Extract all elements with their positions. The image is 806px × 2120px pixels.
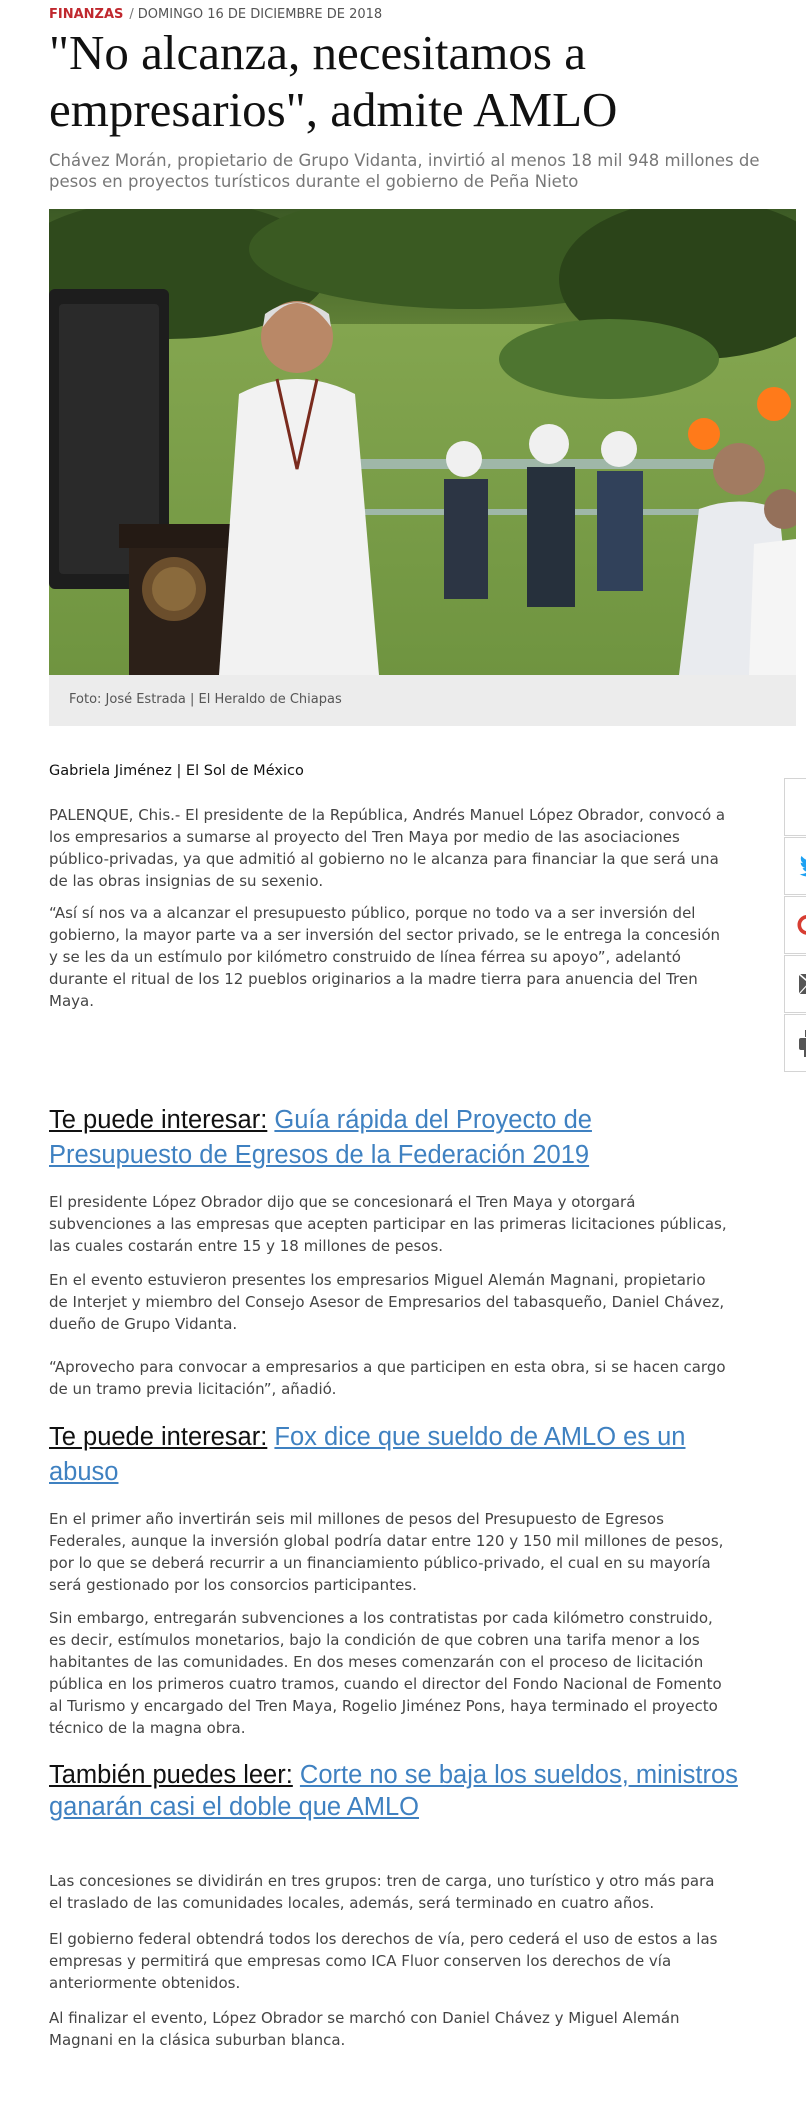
related-article-1 [49,1103,739,1173]
photo-caption-bar [49,675,796,726]
publish-date: DOMINGO 16 DE DICIEMBRE DE 2018 [137,7,383,22]
related-article-3 [49,1759,739,1823]
share-twitter-button[interactable] [784,837,806,895]
paragraph-8: Las concesiones se dividirán en tres grupos: tren de carga, uno turístico y otro más para el traslado de las comunidades locales, además, será terminado en cuatro años. [49,1872,715,1912]
facebook-icon [802,794,806,820]
print-icon [798,1029,806,1057]
paragraph-1: PALENQUE, Chis.- El presidente de la República, Andrés Manuel López Obrador, convocó a los empresarios a sumarse al proyecto del Tren Maya por medio de las asociaciones público-privadas, ya que admitió al gobierno no le alcanza para financiar la que será una de las obras insignias de su sexenio. [49,806,726,890]
headline: "No alcanza, necesitamos a empresarios", admite AMLO [49,25,618,137]
subtitle: Chávez Morán, propietario de Grupo Vidanta, invirtió al menos 18 mil 948 millones de pesos en proyectos turísticos durante el gobierno de Peña Nieto [49,151,760,191]
related-link-2[interactable]: Fox dice que sueldo de AMLO es un abuso [49,1423,686,1486]
byline: Gabriela Jiménez | El Sol de México [49,763,304,779]
related-label: Te puede interesar: [49,1106,268,1134]
related-link-3[interactable]: Corte no se baja los sueldos, ministros ganarán casi el doble que AMLO [49,1761,738,1821]
share-facebook-button[interactable] [784,778,806,836]
related-label: Te puede interesar: [49,1423,268,1451]
article-meta [49,7,382,22]
related-link-1[interactable]: Guía rápida del Proyecto de Presupuesto de Egresos de la Federación 2019 [49,1106,592,1169]
paragraph-2: “Así sí nos va a alcanzar el presupuesto público, porque no todo va a ser inversión del gobierno, la mayor parte va a ser inversión del sector privado, se le entrega la concesión y se les da un estímulo por kilómetro construido de línea férrea su apoyo”, adelantó durante el ritual de los 12 pueblos originarios a la madre tierra para anuencia del Tren Maya. [49,904,721,1010]
related-label: También puedes leer: [49,1761,293,1789]
email-icon [798,973,806,995]
article-photo [49,209,796,675]
paragraph-6: En el primer año invertirán seis mil millones de pesos del Presupuesto de Egresos Federales, aunque la inversión global podría datar entre 120 y 150 mil millones de pesos, por lo que se deberá recurrir a un financiamiento público-privado, el cual en su mayoría será gestionado por los consorcios participantes. [49,1510,724,1594]
paragraph-7: Sin embargo, entregarán subvenciones a los contratistas por cada kilómetro construido, es decir, estímulos monetarios, bajo la condición de que cobren una tarifa menor a los habitantes de las comunidades. En dos meses comenzarán con el proceso de licitación pública en los primeros cuatro tramos, cuando el director del Fondo Nacional de Fomento al Turismo y encargado del Tren Maya, Rogelio Jiménez Pons, haya terminado el proyecto técnico de la magna obra. [49,1609,722,1737]
paragraph-5: “Aprovecho para convocar a empresarios a que participen en esta obra, si se hacen cargo de un tramo previa licitación”, añadió. [49,1358,726,1398]
paragraph-4: En el evento estuvieron presentes los empresarios Miguel Alemán Magnani, propietario de Interjet y miembro del Consejo Asesor de Empresarios del tabasqueño, Daniel Chávez, dueño de Grupo Vidanta. [49,1271,725,1333]
photo-illustration [49,209,796,675]
paragraph-3: El presidente López Obrador dijo que se concesionará el Tren Maya y otorgará subvenciones a las empresas que acepten participar en las primeras licitaciones públicas, las cuales costarán entre 15 y 18 millones de pesos. [49,1193,727,1255]
twitter-icon [799,855,806,877]
paragraph-10: Al finalizar el evento, López Obrador se marchó con Daniel Chávez y Miguel Alemán Magnani en la clásica suburban blanca. [49,2009,680,2049]
meta-separator: / [129,7,134,22]
related-article-2 [49,1420,739,1490]
google-plus-icon [797,914,806,936]
share-google-plus-button[interactable] [784,896,806,954]
photo-caption: Foto: José Estrada | El Heraldo de Chiapas [69,692,342,707]
share-email-button[interactable] [784,955,806,1013]
share-print-button[interactable] [784,1014,806,1072]
category-link[interactable]: FINANZAS [49,7,124,22]
paragraph-9: El gobierno federal obtendrá todos los derechos de vía, pero cederá el uso de estos a las empresas y permitirá que empresas como ICA Fluor conserven los derechos de vía anteriormente obtenidos. [49,1930,718,1992]
